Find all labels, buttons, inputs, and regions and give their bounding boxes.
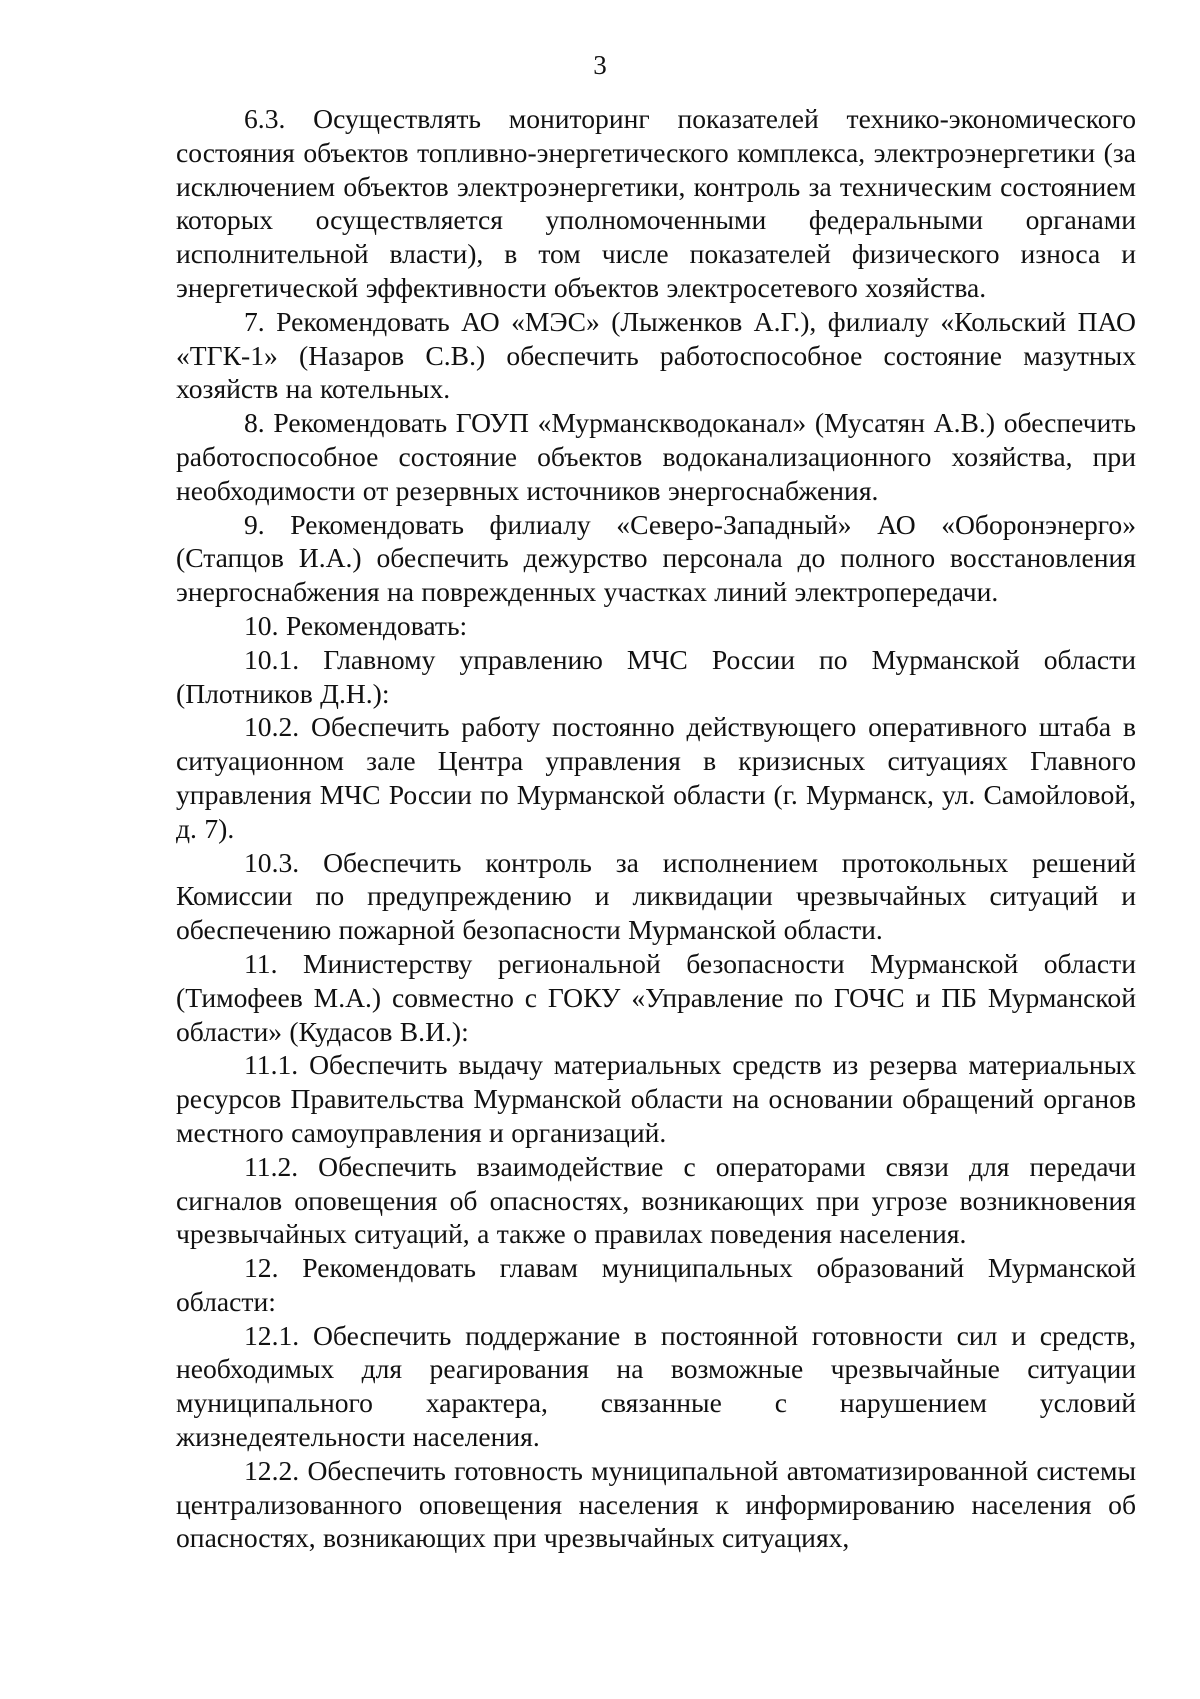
- paragraph-11: 11. Министерству региональной безопасности Мурманской области (Тимофеев М.А.) совместно с ГОКУ «Управление по ГОЧС и ПБ Мурманской области» (Кудасов В.И.):: [176, 947, 1136, 1047]
- paragraph-8: 8. Рекомендовать ГОУП «Мурманскводоканал» (Мусатян А.В.) обеспечить работоспособное состояние объектов водоканализационного хозяйства, при необходимости от резервных источников энергоснабжения.: [176, 407, 1136, 506]
- document-body: [176, 102, 1136, 1555]
- paragraph-10-2: 10.2. Обеспечить работу постоянно действующего оперативного штаба в ситуационном зале Центра управления в кризисных ситуациях Главного управления МЧС России по Мурманской области (г. Мурманск, ул. Самойловой, д. 7).: [176, 711, 1136, 844]
- paragraph-6-3: 6.3. Осуществлять мониторинг показателей технико-экономического состояния объектов топливно-энергетического комплекса, электроэнергетики (за исключением объектов электроэнергетики, контроль за техническим состоянием которых осуществляется уполномоченными федеральными органами исполнительной власти), в том числе показателей физического износа и энергетической эффективности объектов электросетевого хозяйства.: [176, 103, 1136, 303]
- paragraph-11-1: 11.1. Обеспечить выдачу материальных средств из резерва материальных ресурсов Правительства Мурманской области на основании обращений органов местного самоуправления и организаций.: [176, 1049, 1136, 1148]
- paragraph-12-1: 12.1. Обеспечить поддержание в постоянной готовности сил и средств, необходимых для реагирования на возможные чрезвычайные ситуации муниципального характера, связанные с нарушением условий жизнедеятельности населения.: [176, 1319, 1136, 1453]
- paragraph-12-2: 12.2. Обеспечить готовность муниципальной автоматизированной системы централизованного оповещения населения к информированию населения об опасностях, возникающих при чрезвычайных ситуациях,: [176, 1454, 1136, 1554]
- paragraph-7: 7. Рекомендовать АО «МЭС» (Лыженков А.Г.), филиалу «Кольский ПАО «ТГК-1» (Назаров С.В.) обеспечить работоспособное состояние мазутных хозяйств на котельных.: [176, 305, 1136, 405]
- paragraph-11-2: 11.2. Обеспечить взаимодействие с операторами связи для передачи сигналов оповещения об опасностях, возникающих при угрозе возникновения чрезвычайных ситуаций, а также о правилах поведения населения.: [176, 1150, 1136, 1250]
- paragraph-12: 12. Рекомендовать главам муниципальных образований Мурманской области:: [176, 1252, 1136, 1317]
- paragraph-9: 9. Рекомендовать филиалу «Северо-Западный» АО «Оборонэнерго» (Стапцов И.А.) обеспечить дежурство персонала до полного восстановления энергоснабжения на поврежденных участках линий электропередачи.: [176, 508, 1136, 608]
- paragraph-10-3: 10.3. Обеспечить контроль за исполнением протокольных решений Комиссии по предупреждению и ликвидации чрезвычайных ситуаций и обеспечению пожарной безопасности Мурманской области.: [176, 846, 1136, 946]
- paragraph-10: 10. Рекомендовать:: [244, 609, 468, 641]
- paragraph-10-1: 10.1. Главному управлению МЧС России по Мурманской области (Плотников Д.Н.):: [176, 643, 1136, 709]
- page-number: 3: [593, 50, 607, 80]
